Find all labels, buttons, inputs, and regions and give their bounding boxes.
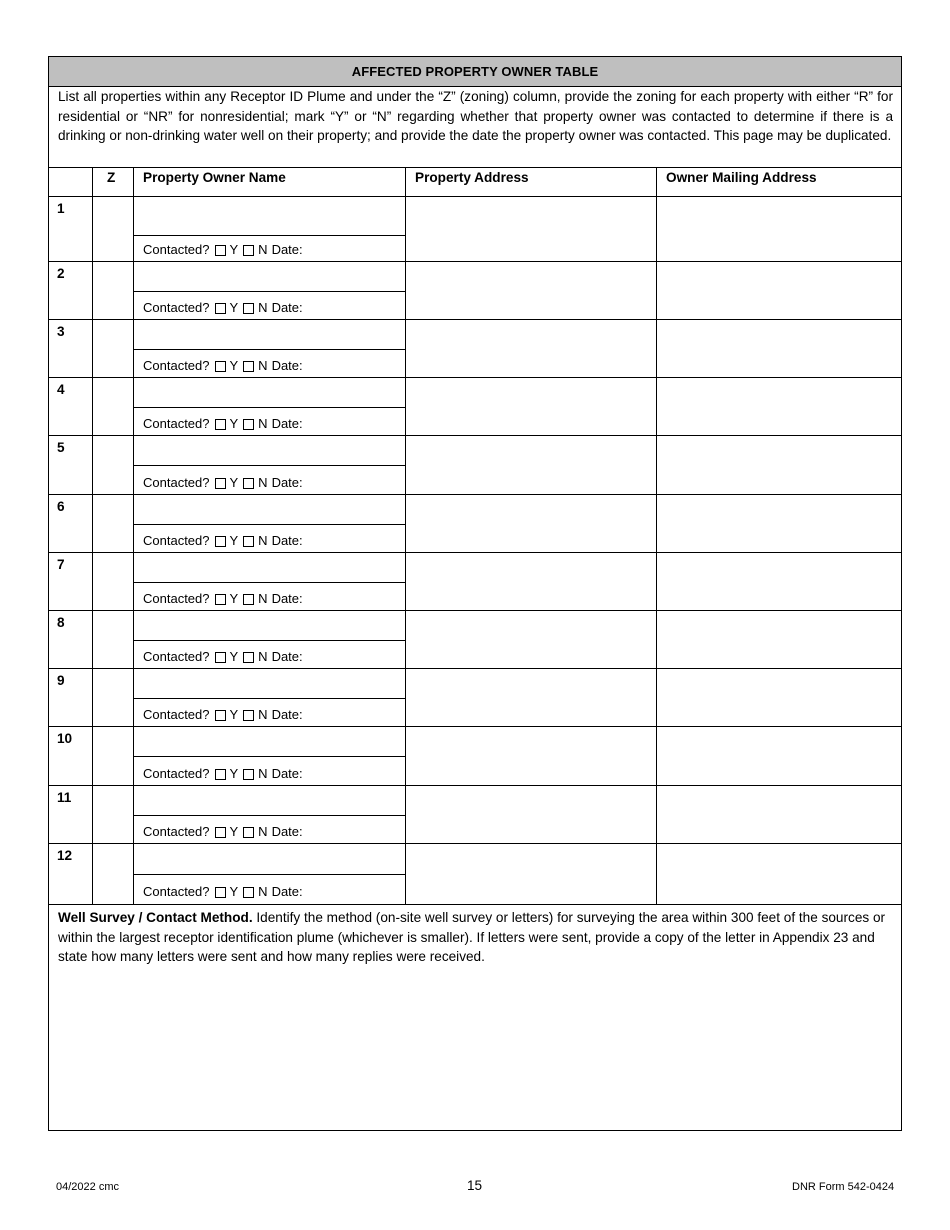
property-address-cell[interactable]	[406, 786, 656, 844]
date-label: Date:	[271, 707, 303, 722]
well-survey-heading: Well Survey / Contact Method.	[58, 910, 253, 925]
date-label: Date:	[271, 591, 303, 606]
contact-status-line	[143, 824, 303, 840]
yes-checkbox[interactable]	[215, 769, 226, 780]
row-number: 10	[57, 731, 73, 746]
no-label: N	[258, 884, 268, 899]
zoning-cell[interactable]	[93, 436, 133, 495]
owner-name-cell[interactable]	[134, 553, 405, 582]
contact-status-line	[143, 358, 303, 374]
no-checkbox[interactable]	[243, 303, 254, 314]
well-survey-section	[58, 908, 888, 967]
zoning-cell[interactable]	[93, 495, 133, 553]
yes-label: Y	[229, 824, 239, 839]
yes-label: Y	[229, 649, 239, 664]
contact-date-field[interactable]	[315, 350, 404, 378]
no-checkbox[interactable]	[243, 769, 254, 780]
yes-checkbox[interactable]	[215, 652, 226, 663]
zoning-cell[interactable]	[93, 553, 133, 611]
footer-form-number: DNR Form 542-0424	[792, 1181, 895, 1193]
contact-status-line	[143, 591, 303, 607]
yes-checkbox[interactable]	[215, 361, 226, 372]
row-number: 5	[57, 440, 65, 455]
owner-name-cell[interactable]	[134, 436, 405, 465]
property-address-cell[interactable]	[406, 844, 656, 904]
zoning-cell[interactable]	[93, 320, 133, 378]
yes-label: Y	[229, 591, 239, 606]
date-label: Date:	[271, 649, 303, 664]
row-number: 4	[57, 382, 65, 397]
zoning-cell[interactable]	[93, 786, 133, 844]
owner-name-cell[interactable]	[134, 197, 405, 235]
date-label: Date:	[271, 824, 303, 839]
no-label: N	[258, 533, 268, 548]
yes-label: Y	[229, 358, 239, 373]
contacted-label: Contacted?	[143, 475, 210, 490]
no-checkbox[interactable]	[243, 827, 254, 838]
mailing-address-cell[interactable]	[657, 786, 901, 844]
row-number: 12	[57, 848, 73, 863]
header-owner-name: Property Owner Name	[143, 170, 286, 185]
mailing-address-cell[interactable]	[657, 553, 901, 611]
contacted-label: Contacted?	[143, 884, 210, 899]
contact-status-line	[143, 416, 303, 432]
table-bottom-border	[49, 904, 901, 905]
date-label: Date:	[271, 416, 303, 431]
property-address-cell[interactable]	[406, 378, 656, 436]
mailing-address-cell[interactable]	[657, 611, 901, 669]
no-label: N	[258, 358, 268, 373]
owner-name-cell[interactable]	[134, 786, 405, 815]
owner-name-cell[interactable]	[134, 727, 405, 756]
owner-name-cell[interactable]	[134, 262, 405, 291]
no-checkbox[interactable]	[243, 710, 254, 721]
contact-date-field[interactable]	[315, 292, 404, 320]
footer-page-number: 15	[467, 1178, 483, 1193]
yes-label: Y	[229, 707, 239, 722]
zoning-cell[interactable]	[93, 262, 133, 320]
owner-name-cell[interactable]	[134, 669, 405, 698]
zoning-cell[interactable]	[93, 844, 133, 904]
property-address-cell[interactable]	[406, 611, 656, 669]
owner-name-cell[interactable]	[134, 844, 405, 874]
owner-name-cell[interactable]	[134, 378, 405, 407]
no-label: N	[258, 475, 268, 490]
zoning-cell[interactable]	[93, 727, 133, 786]
row-number: 9	[57, 673, 65, 688]
no-checkbox[interactable]	[243, 245, 254, 256]
row-number: 6	[57, 499, 65, 514]
contact-date-field[interactable]	[315, 583, 404, 611]
contacted-label: Contacted?	[143, 242, 210, 257]
mailing-address-cell[interactable]	[657, 844, 901, 904]
property-address-cell[interactable]	[406, 669, 656, 727]
contacted-label: Contacted?	[143, 766, 210, 781]
no-checkbox[interactable]	[243, 887, 254, 898]
mailing-address-cell[interactable]	[657, 495, 901, 553]
contact-date-field[interactable]	[315, 757, 404, 786]
row-number: 1	[57, 201, 65, 216]
no-label: N	[258, 824, 268, 839]
well-survey-text: Identify the method (on-site well survey or letters) for surveying the area within 300 feet of the sources or within the largest receptor identification plume (whichever is smaller). If letters were sent, provide a copy of the letter in Appendix 23 and state how many letters were sent and how many replies were received.	[58, 910, 886, 965]
date-label: Date:	[271, 533, 303, 548]
property-address-cell[interactable]	[406, 436, 656, 495]
mailing-address-cell[interactable]	[657, 378, 901, 436]
date-label: Date:	[271, 475, 303, 490]
property-address-cell[interactable]	[406, 320, 656, 378]
footer-revision: 04/2022 cmc	[56, 1181, 119, 1193]
yes-checkbox[interactable]	[215, 887, 226, 898]
yes-checkbox[interactable]	[215, 536, 226, 547]
yes-label: Y	[229, 242, 239, 257]
mailing-address-cell[interactable]	[657, 727, 901, 786]
zoning-cell[interactable]	[93, 611, 133, 669]
no-checkbox[interactable]	[243, 419, 254, 430]
yes-label: Y	[229, 533, 239, 548]
header-property-address: Property Address	[415, 170, 529, 185]
mailing-address-cell[interactable]	[657, 262, 901, 320]
contacted-label: Contacted?	[143, 416, 210, 431]
yes-label: Y	[229, 416, 239, 431]
contact-status-line	[143, 242, 303, 258]
no-label: N	[258, 766, 268, 781]
yes-checkbox[interactable]	[215, 419, 226, 430]
no-label: N	[258, 649, 268, 664]
contact-date-field[interactable]	[315, 408, 404, 436]
contact-status-line	[143, 707, 303, 723]
no-checkbox[interactable]	[243, 478, 254, 489]
contact-status-line	[143, 475, 303, 491]
contacted-label: Contacted?	[143, 591, 210, 606]
property-address-cell[interactable]	[406, 197, 656, 262]
owner-name-cell[interactable]	[134, 611, 405, 640]
contact-status-line	[143, 884, 303, 900]
row-number: 8	[57, 615, 65, 630]
property-address-cell[interactable]	[406, 262, 656, 320]
contacted-label: Contacted?	[143, 358, 210, 373]
no-label: N	[258, 242, 268, 257]
date-label: Date:	[271, 358, 303, 373]
contact-date-field[interactable]	[315, 525, 404, 553]
row-number: 11	[57, 790, 72, 805]
date-label: Date:	[271, 300, 303, 315]
mailing-address-cell[interactable]	[657, 669, 901, 727]
contacted-label: Contacted?	[143, 533, 210, 548]
contacted-label: Contacted?	[143, 707, 210, 722]
yes-label: Y	[229, 475, 239, 490]
mailing-address-cell[interactable]	[657, 320, 901, 378]
yes-checkbox[interactable]	[215, 710, 226, 721]
no-label: N	[258, 591, 268, 606]
yes-checkbox[interactable]	[215, 827, 226, 838]
mailing-address-cell[interactable]	[657, 197, 901, 262]
date-label: Date:	[271, 242, 303, 257]
yes-checkbox[interactable]	[215, 594, 226, 605]
no-label: N	[258, 300, 268, 315]
yes-label: Y	[229, 766, 239, 781]
no-checkbox[interactable]	[243, 536, 254, 547]
date-label: Date:	[271, 884, 303, 899]
no-checkbox[interactable]	[243, 361, 254, 372]
property-address-cell[interactable]	[406, 727, 656, 786]
yes-label: Y	[229, 300, 239, 315]
table-title: AFFECTED PROPERTY OWNER TABLE	[49, 57, 901, 87]
well-survey-answer-area[interactable]	[49, 972, 901, 1130]
contact-date-field[interactable]	[315, 236, 404, 262]
yes-checkbox[interactable]	[215, 478, 226, 489]
contact-status-line	[143, 300, 303, 316]
contact-date-field[interactable]	[315, 641, 404, 669]
contact-date-field[interactable]	[315, 875, 404, 904]
contact-date-field[interactable]	[315, 816, 404, 844]
mailing-address-cell[interactable]	[657, 436, 901, 495]
row-number: 2	[57, 266, 65, 281]
contacted-label: Contacted?	[143, 649, 210, 664]
contact-status-line	[143, 649, 303, 665]
header-zoning: Z	[107, 170, 116, 185]
header-top-border	[49, 167, 901, 168]
affected-property-owner-form	[48, 56, 902, 1131]
date-label: Date:	[271, 766, 303, 781]
property-address-cell[interactable]	[406, 553, 656, 611]
no-checkbox[interactable]	[243, 594, 254, 605]
contact-status-line	[143, 766, 303, 782]
contact-date-field[interactable]	[315, 699, 404, 727]
header-mailing-address: Owner Mailing Address	[666, 170, 817, 185]
row-number: 3	[57, 324, 65, 339]
row-number: 7	[57, 557, 65, 572]
contacted-label: Contacted?	[143, 824, 210, 839]
yes-label: Y	[229, 884, 239, 899]
zoning-cell[interactable]	[93, 669, 133, 727]
contact-status-line	[143, 533, 303, 549]
yes-checkbox[interactable]	[215, 245, 226, 256]
zoning-cell[interactable]	[93, 197, 133, 262]
no-checkbox[interactable]	[243, 652, 254, 663]
contacted-label: Contacted?	[143, 300, 210, 315]
property-address-cell[interactable]	[406, 495, 656, 553]
owner-name-cell[interactable]	[134, 495, 405, 524]
zoning-cell[interactable]	[93, 378, 133, 436]
table-instructions: List all properties within any Receptor ID Plume and under the “Z” (zoning) column, provide the zoning for each property with either “R” for residential or “NR” for nonresidential; mark “Y” or “N” regarding whether that property owner was contacted to determine if there is a drinking or non-drinking water well on their property; and provide the date the property owner was contacted. This page may be duplicated.	[58, 89, 893, 144]
no-label: N	[258, 707, 268, 722]
yes-checkbox[interactable]	[215, 303, 226, 314]
owner-name-cell[interactable]	[134, 320, 405, 349]
contact-date-field[interactable]	[315, 466, 404, 495]
no-label: N	[258, 416, 268, 431]
